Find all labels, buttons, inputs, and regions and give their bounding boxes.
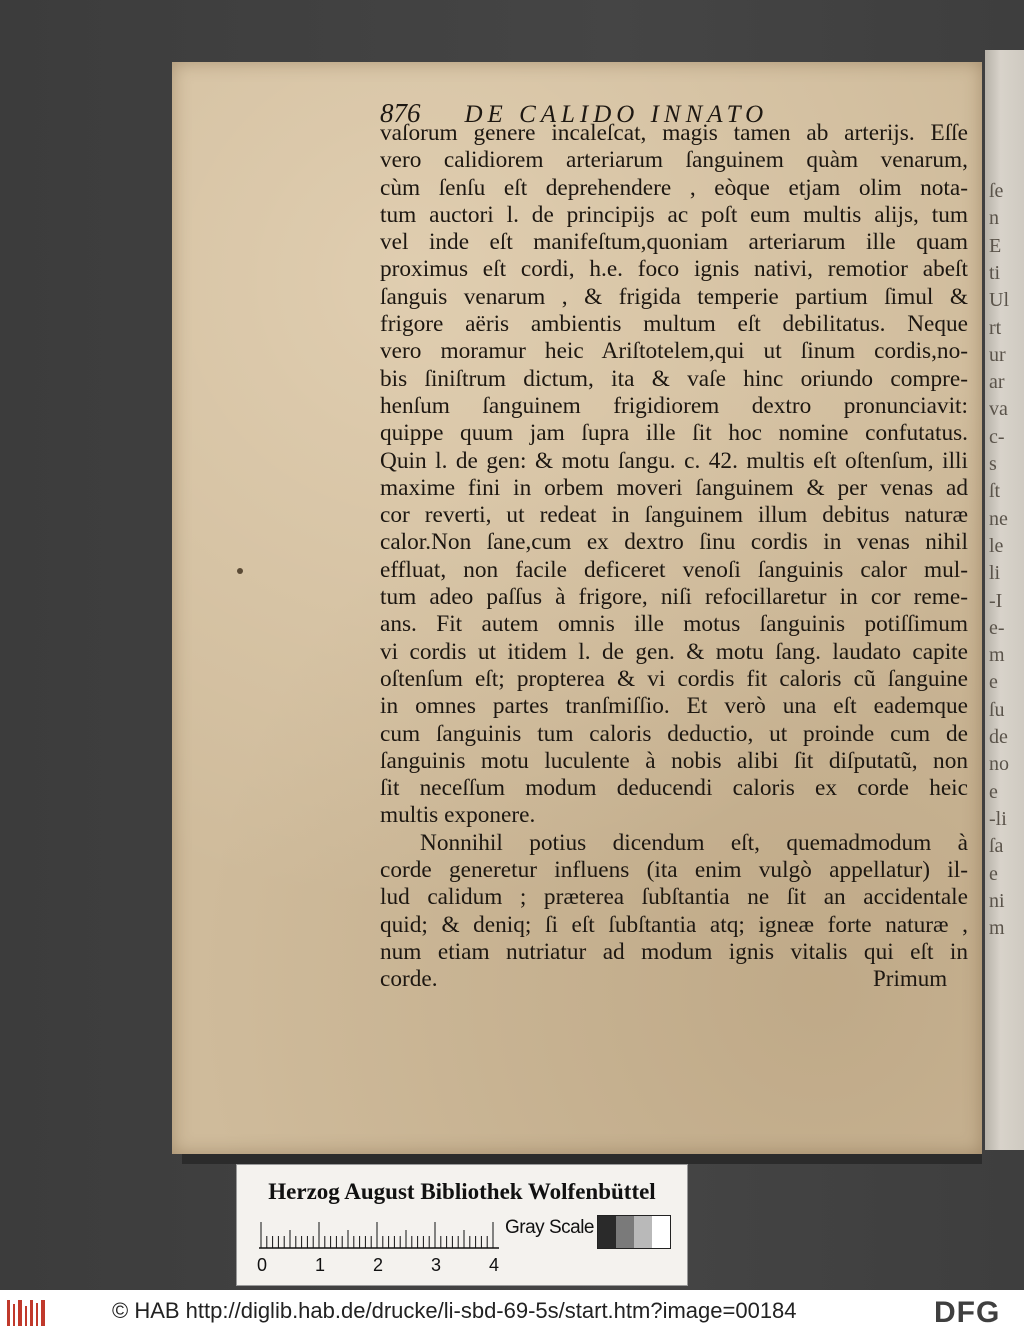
gray-swatch (616, 1216, 634, 1248)
gray-swatch (598, 1216, 616, 1248)
facing-page-fragment: ur (989, 343, 1006, 366)
facing-page-fragment: ſu (989, 698, 1005, 721)
ruler-number: 2 (373, 1255, 384, 1275)
facing-page-fragment: e (989, 780, 998, 803)
dfg-logo: DFG (934, 1296, 1001, 1329)
catchword: Primum (873, 966, 948, 991)
ruler-number: 4 (489, 1255, 500, 1275)
text-line: bis ſiniſtrum dictum, ita & vaſe hinc oriundo compre- (380, 365, 968, 392)
text-line: calor.Non ſane,cum ex dextro ſinu cordis in venas nihil (380, 529, 968, 556)
facing-page-fragment: no (989, 753, 1009, 776)
text-line: quippe quum jam ſupra ille ſit hoc nomine confutatus. (380, 420, 968, 447)
facing-page-fragment: E (989, 234, 1002, 257)
text-line: num etiam nutriatur ad modum ignis vitalis qui eſt in (380, 938, 968, 965)
barcode-icon (6, 1298, 48, 1328)
ruler-scale (259, 1221, 499, 1249)
gray-swatches (597, 1215, 671, 1249)
text-line: cum ſanguinis tum caloris deductio, ut proinde cum de (380, 720, 968, 747)
body-text (380, 120, 968, 994)
text-line: frigore aëris ambientis multum eſt debilitatus. Neque (380, 311, 968, 338)
text-line: tum adeo paſſus à frigore, niſi refocillaretur in cor reme- (380, 584, 968, 611)
facing-page-fragment: -li (989, 807, 1007, 830)
text-line: Nonnihil potius dicendum eſt, quemadmodum à (420, 829, 968, 856)
gray-swatch (652, 1216, 670, 1248)
facing-page-fragment: Ul (989, 289, 1009, 312)
facing-page-fragment: rt (989, 316, 1002, 339)
text-line: Quin l. de gen: & motu ſangu. c. 42. multis eſt oſtenſum, illi (380, 447, 968, 474)
facing-page-fragment: e (989, 671, 998, 694)
facing-page-fragment: m (989, 644, 1005, 667)
text-line: ſanguis venarum , & frigida temperie partium ſimul & (380, 283, 968, 310)
paper-spot (237, 568, 243, 574)
text-line: vaſorum genere incaleſcat, magis tamen ab arterijs. Eſſe (380, 120, 968, 146)
facing-page-fragment: s (989, 453, 997, 475)
text-line: corde generetur influens (ita enim vulgò appellatur) il- (380, 857, 968, 884)
running-head: DE CALIDO INNATO (464, 101, 769, 128)
facing-page-fragment: ſt (989, 480, 1001, 503)
text-line: in omnes partes tranſmiſſio. Et verò una eſt eademque (380, 693, 968, 720)
facing-page-fragment: ar (989, 371, 1005, 394)
text-line: ſanguinis motu luculente à nobis alibi ſit diſputatũ, non (380, 747, 968, 774)
facing-page-fragment: -I (989, 589, 1003, 612)
text-line: vi cordis ut itidem l. de gen. & motu ſang. laudato capite (380, 638, 968, 665)
facing-page-fragment: m (989, 917, 1005, 940)
ruler-numbers (257, 1255, 517, 1279)
gray-scale-label: Gray Scale (505, 1217, 594, 1238)
text-line: maxime fini in orbem moveri ſanguinem & per venas ad (380, 474, 968, 501)
library-name: Herzog August Bibliothek Wolfenbüttel (268, 1179, 656, 1204)
ruler-number: 1 (315, 1255, 326, 1275)
text-line: ſit neceſſum modum deducendi caloris ex corde heic (380, 775, 968, 802)
text-line: oſtenſum eſt; propterea & vi cordis fit caloris cũ ſanguine (380, 665, 968, 692)
facing-page-fragment: e (989, 862, 998, 885)
facing-page-fragment: ti (989, 261, 1001, 284)
facing-page-fragment: de (989, 726, 1008, 748)
facing-page-edge (985, 50, 1024, 1150)
facing-page-fragment: li (989, 562, 1001, 585)
ruler-number: 3 (431, 1255, 442, 1275)
facing-page-fragment: ne (989, 507, 1008, 530)
facing-page-fragment: ſa (989, 835, 1004, 858)
text-line: lud calidum ; præterea ſubſtantia ne ſit an accidentale (380, 884, 968, 911)
facing-page-fragment: ſe (989, 180, 1004, 202)
facing-page-fragment: c- (989, 425, 1005, 448)
footer-bar (0, 1290, 1024, 1334)
copyright-url[interactable]: © HAB http://diglib.hab.de/drucke/li-sbd-69-5s/start.htm?image=00184 (112, 1298, 797, 1323)
page-number: 876 (380, 98, 421, 128)
text-line: cor reverti, ut redeat in ſanguinem illum debitus naturæ (380, 502, 968, 529)
page-shadow (182, 1154, 982, 1164)
text-line: quid; & deniq; ſi eſt ſubſtantia atq; igneæ forte naturæ , (380, 911, 968, 938)
ruler-number: 0 (257, 1255, 268, 1275)
gray-swatch (634, 1216, 652, 1248)
facing-page-fragment: va (989, 398, 1008, 421)
text-line: cùm ſenſu eſt deprehendere , eòque etjam olim nota- (380, 174, 968, 201)
text-line: vero moramur heic Ariſtotelem,qui ut ſinum cordis,no- (380, 338, 968, 365)
text-line: ans. Fit autem omnis ille motus ſanguinis potiſſimum (380, 611, 968, 638)
text-line: corde. (380, 966, 438, 993)
text-line: effluat, non facile deficeret venoſi ſanguinis calor mul- (380, 556, 968, 583)
facing-page-fragment: le (989, 534, 1004, 557)
facing-page-fragment: n (989, 207, 999, 230)
text-line: proximus eſt cordi, h.e. foco ignis nativi, remotior abeſt (380, 256, 968, 283)
text-line: vero calidiorem arteriarum ſanguinem quàm venarum, (380, 147, 968, 174)
text-line: multis exponere. (380, 802, 536, 829)
library-color-label (236, 1164, 688, 1286)
text-line: vel inde eſt manifeſtum,quoniam arteriarum ille quam (380, 229, 968, 256)
text-line: tum auctori l. de principijs ac poſt eum multis alijs, tum (380, 201, 968, 228)
facing-page-fragment: e- (989, 616, 1005, 639)
text-line: henſum ſanguinem frigidiorem dextro pronunciavit: (380, 392, 968, 419)
facing-page-fragment: ni (989, 889, 1005, 912)
